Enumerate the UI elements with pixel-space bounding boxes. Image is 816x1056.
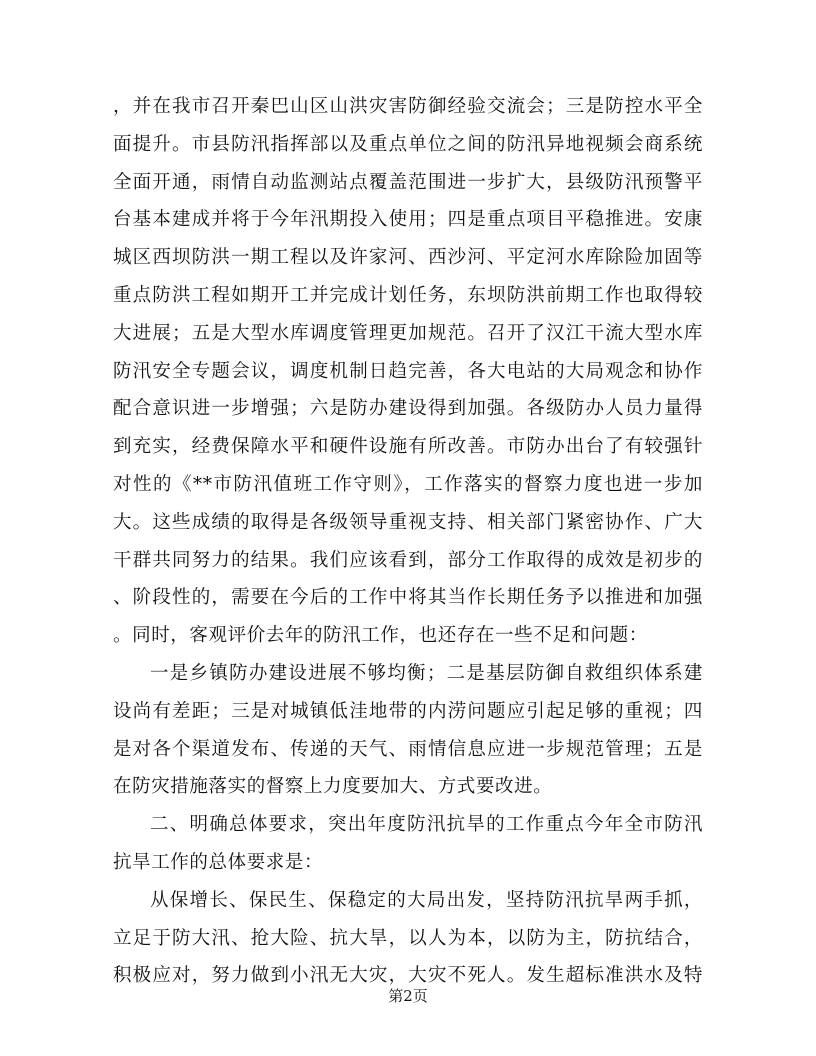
text-line: 从保增长、保民生、保稳定的大局出发，坚持防汛抗旱两手抓， [150,889,703,911]
text-line: 全面开通，雨情自动监测站点覆盖范围进一步扩大，县级防汛预警平 [113,171,703,193]
text-line: 、阶段性的，需要在今后的工作中将其当作长期任务予以推进和加强 [113,587,703,609]
text-line: 二、明确总体要求，突出年度防汛抗旱的工作重点今年全市防汛 [150,814,703,836]
text-line: 到充实，经费保障水平和硬件设施有所改善。市防办出台了有较强针 [113,436,703,458]
text-line: 重点防洪工程如期开工并完成计划任务，东坝防洪前期工作也取得较 [113,284,703,306]
text-line: 在防灾措施落实的督察上力度要加大、方式要改进。 [113,776,553,798]
body-text [113,88,703,995]
text-line: 城区西坝防洪一期工程以及许家河、西沙河、平定河水库除险加固等 [113,247,703,269]
text-line: 。同时，客观评价去年的防汛工作，也还存在一些不足和问题： [113,625,648,647]
text-line: 抗旱工作的总体要求是： [113,851,324,873]
text-line: 防汛安全专题会议，调度机制日趋完善，各大电站的大局观念和协作 [113,360,703,382]
text-line: 对性的《**市防汛值班工作守则》，工作落实的督察力度也进一步加 [113,473,703,495]
text-line: ，并在我市召开秦巴山区山洪灾害防御经验交流会；三是防控水平全 [113,96,703,117]
text-line: 一是乡镇防办建设进展不够均衡；二是基层防御自救组织体系建 [150,662,703,684]
page-number: 第2页 [388,987,428,1005]
text-line: 台基本建成并将于今年汛期投入使用；四是重点项目平稳推进。安康 [113,209,703,231]
text-line: 配合意识进一步增强；六是防办建设得到加强。各级防办人员力量得 [113,398,703,420]
text-line: 干群共同努力的结果。我们应该看到，部分工作取得的成效是初步的 [113,549,703,571]
text-line: 面提升。市县防汛指挥部以及重点单位之间的防汛异地视频会商系统 [113,133,703,155]
text-line: 大进展；五是大型水库调度管理更加规范。召开了汉江干流大型水库 [113,322,703,344]
text-line: 设尚有差距；三是对城镇低洼地带的内涝问题应引起足够的重视；四 [113,700,703,722]
text-line: 大。这些成绩的取得是各级领导重视支持、相关部门紧密协作、广大 [113,511,703,533]
text-line: 立足于防大汛、抢大险、抗大旱，以人为本，以防为主，防抗结合， [113,927,703,949]
text-line: 是对各个渠道发布、传递的天气、雨情信息应进一步规范管理；五是 [113,738,703,760]
text-line: 积极应对，努力做到小汛无大灾，大灾不死人。发生超标准洪水及特 [113,965,703,987]
